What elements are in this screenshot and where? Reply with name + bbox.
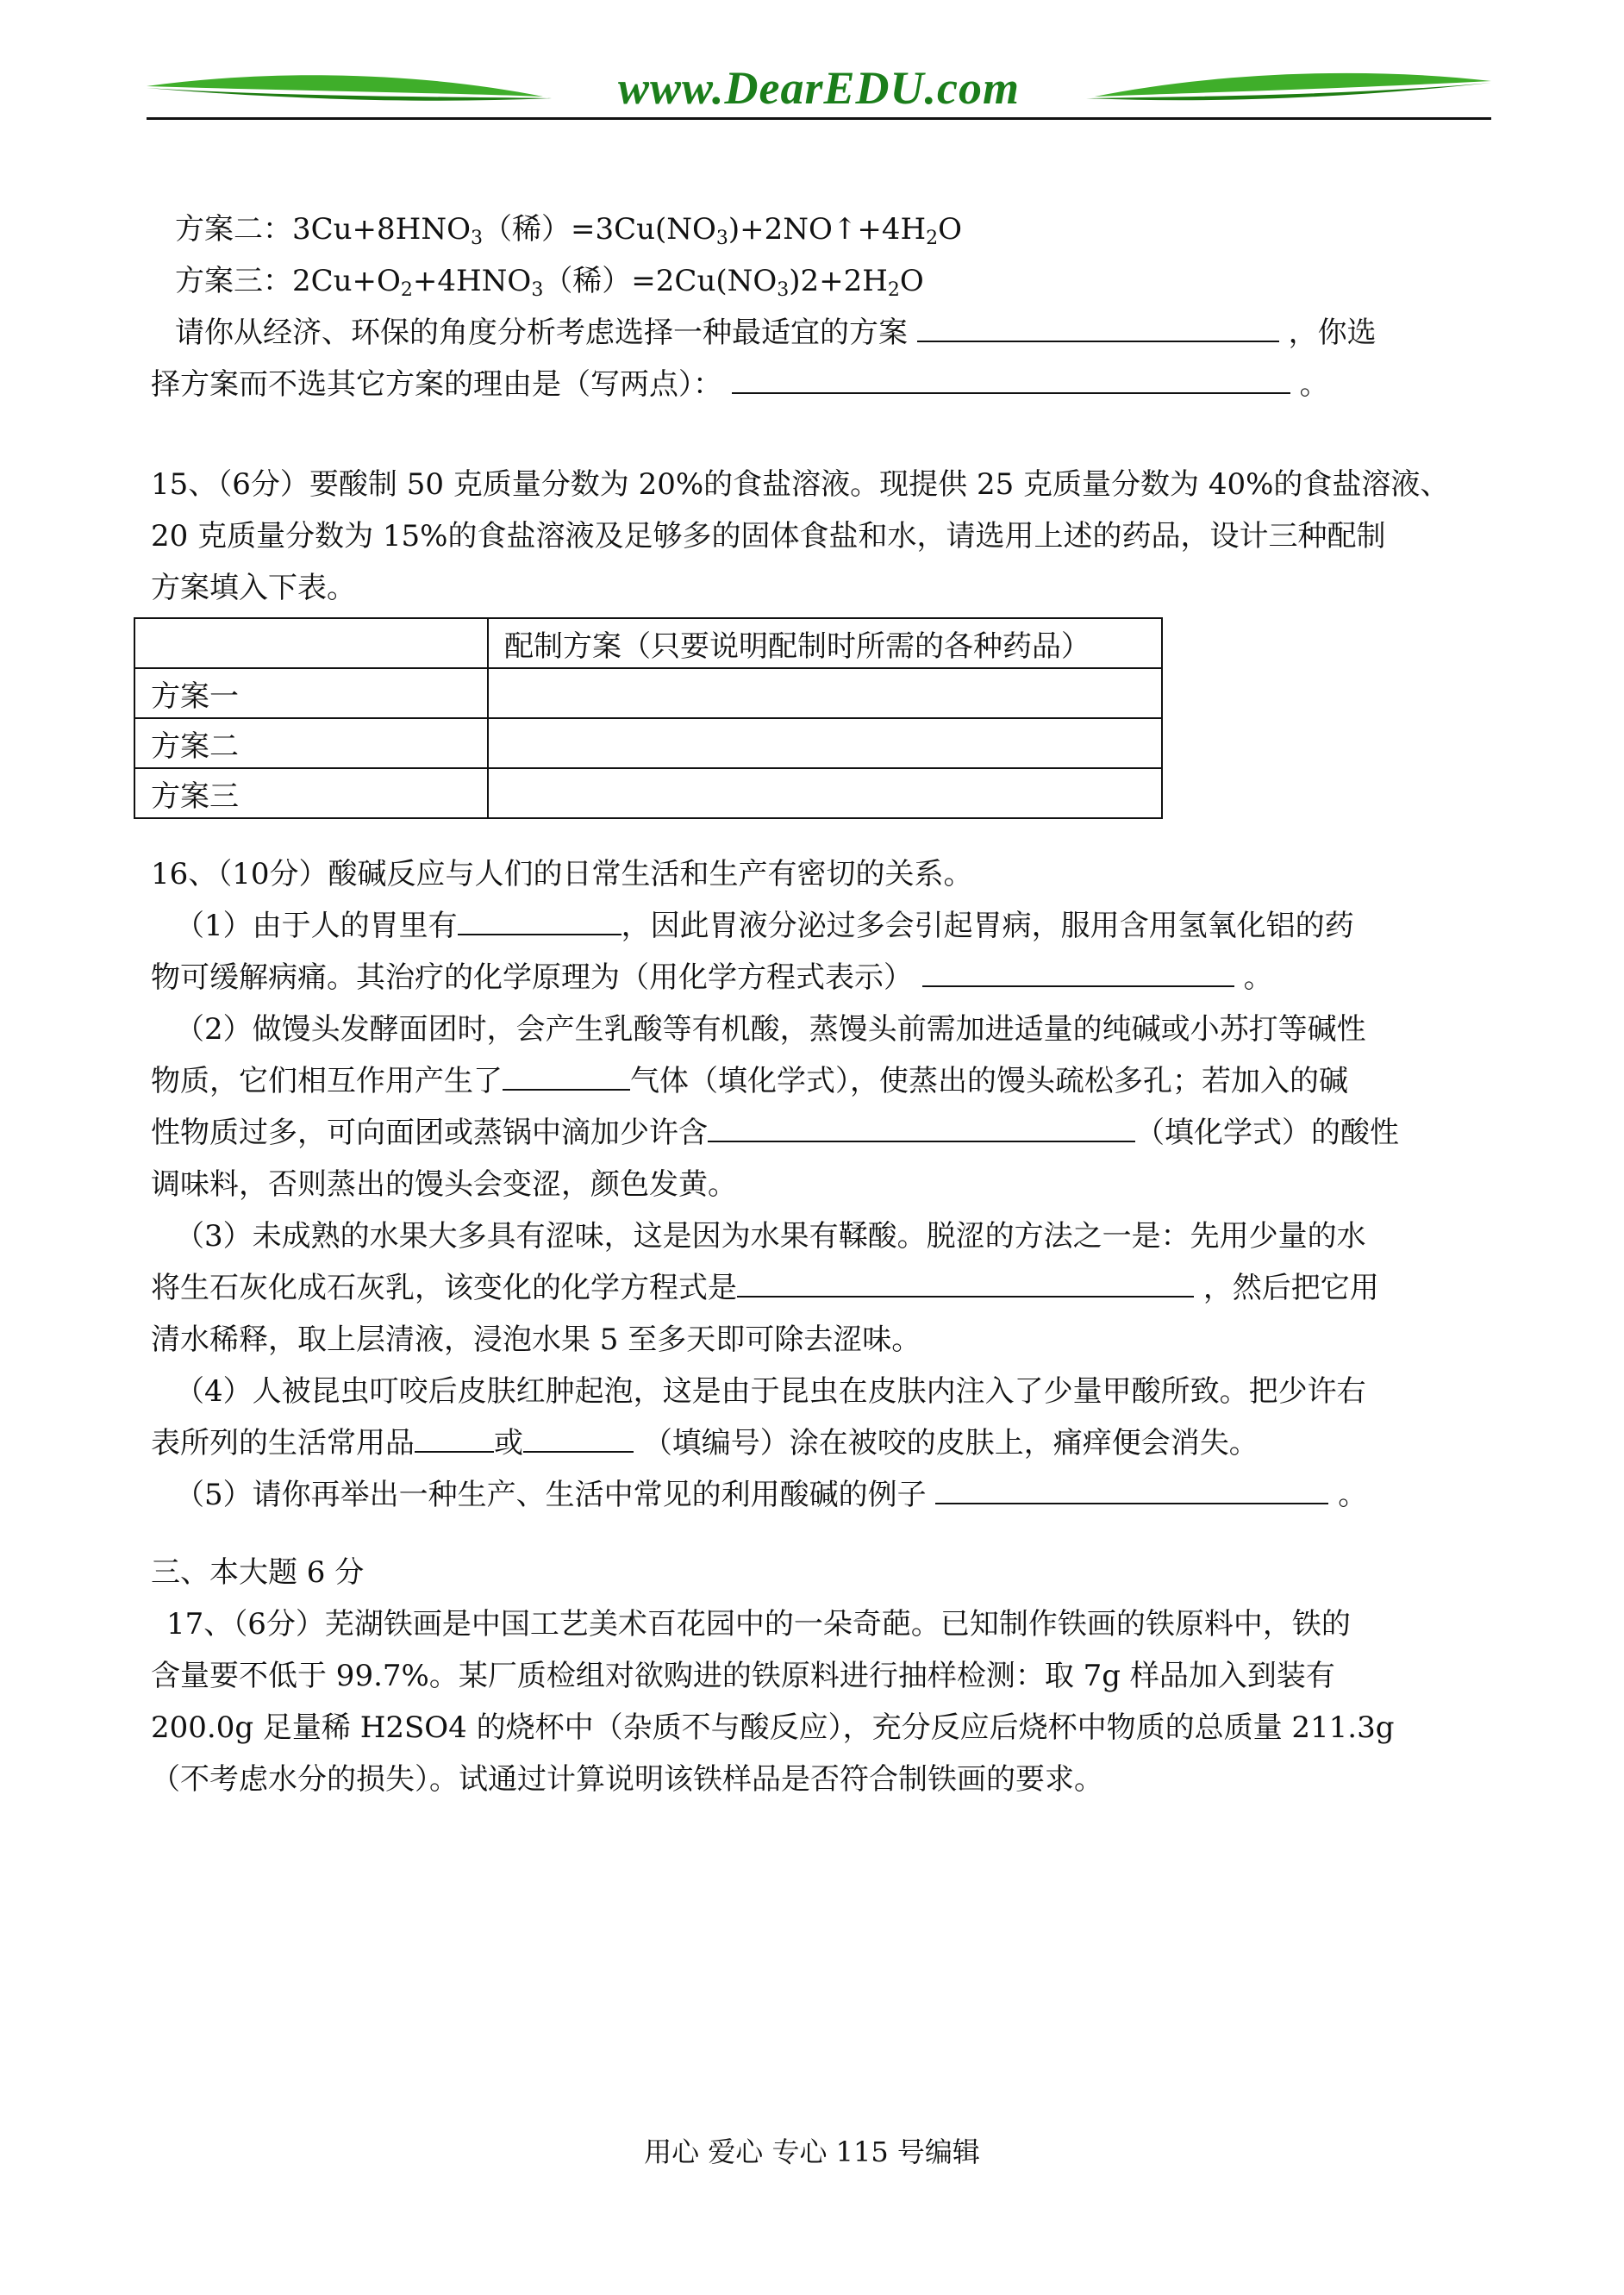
table-header-empty [134, 618, 488, 668]
table-row [134, 768, 1162, 818]
q15-line-1: 15、（6分）要酸制 50 克质量分数为 20%的食盐溶液。现提供 25 克质量分数为 40%的食盐溶液、 [151, 467, 1450, 502]
document-body [151, 203, 1496, 1805]
section-three-heading: 三、本大题 6 分 [151, 1555, 365, 1590]
q16-part2-line1: （2）做馒头发酵面团时，会产生乳酸等有机酸，蒸馒头前需加进适量的纯碱或小苏打等碱性 [175, 1012, 1366, 1047]
answer-blank[interactable] [708, 1111, 1135, 1142]
table-row-label: 方案一 [134, 668, 488, 718]
q16-part1-line2: 物可缓解病痛。其治疗的化学原理为（用化学方程式表示） 。 [151, 952, 1496, 1004]
answer-blank[interactable] [737, 1266, 1194, 1298]
plan-three-equation: 方案三：$2Cu+O_2+4HNO_3$（稀）$=2Cu(NO_3)2+2H_2O$ [175, 264, 924, 301]
answer-blank[interactable] [917, 311, 1279, 342]
q14-line-1: 请你从经济、环保的角度分析考虑选择一种最适宜的方案 ，你选 [151, 307, 1496, 359]
table-answer-cell[interactable] [488, 668, 1162, 718]
answer-blank[interactable] [523, 1422, 634, 1453]
table-answer-cell[interactable] [488, 718, 1162, 768]
q16-part3-line3: 清水稀释，取上层清液，浸泡水果 5 至多天即可除去涩味。 [151, 1323, 921, 1357]
q17-line-1: 17、（6分）芜湖铁画是中国工艺美术百花园中的一朵奇葩。已知制作铁画的铁原料中，铁的 [166, 1607, 1351, 1642]
answer-blank[interactable] [415, 1422, 494, 1453]
table-row-label: 方案二 [134, 718, 488, 768]
q16-part5: （5）请你再举出一种生产、生活中常见的利用酸碱的例子 。 [151, 1469, 1496, 1521]
answer-blank[interactable] [732, 363, 1290, 394]
q16-part3-line2: 将生石灰化成石灰乳，该变化的化学方程式是 ，然后把它用 [151, 1262, 1496, 1314]
table-header-row [134, 618, 1162, 668]
q16-part3-line1: （3）未成熟的水果大多具有涩味，这是因为水果有鞣酸。脱涩的方法之一是：先用少量的水 [175, 1219, 1366, 1254]
answer-blank[interactable] [922, 956, 1234, 987]
site-logo-text: www.DearEDU.com [617, 62, 1020, 114]
q16-part2-line3: 性物质过多，可向面团或蒸锅中滴加少许含 （填化学式）的酸性 [151, 1107, 1496, 1159]
answer-blank[interactable] [935, 1473, 1328, 1504]
q14-line-2: 择方案而不选其它方案的理由是（写两点）： 。 [151, 359, 1496, 410]
q16-part1-line1: （1）由于人的胃里有 ，因此胃液分泌过多会引起胃病，服用含用氢氧化铝的药 [151, 900, 1496, 952]
plan-two-equation: 方案二：$3Cu+8HNO_3$（稀）$=3Cu(NO_3)+2NO↑+4H_2O$ [175, 212, 963, 249]
page-footer: 用心 爱心 专心 115 号编辑 [644, 2136, 980, 2168]
answer-blank[interactable] [458, 904, 621, 935]
table-header-cell: 配制方案（只要说明配制时所需的各种药品） [488, 618, 1162, 668]
q17-line-3: 200.0g 足量稀 H2SO4 的烧杯中（杂质不与酸反应），充分反应后烧杯中物质的总质量 211.3g [151, 1710, 1395, 1745]
table-answer-cell[interactable] [488, 768, 1162, 818]
q15-line-3: 方案填入下表。 [151, 571, 356, 605]
q15-line-2: 20 克质量分数为 15%的食盐溶液及足够多的固体食盐和水，请选用上述的药品，设计三种配制 [151, 519, 1386, 553]
header-rule [147, 117, 1491, 120]
q16-title: 16、（10分）酸碱反应与人们的日常生活和生产有密切的关系。 [151, 857, 973, 891]
page-header [147, 62, 1491, 124]
q17-line-2: 含量要不低于 99.7%。某厂质检组对欲购进的铁原料进行抽样检测：取 7g 样品加入到装有 [151, 1659, 1335, 1693]
q16-part4-line2: 表所列的生活常用品 或 （填编号）涂在被咬的皮肤上，痛痒便会消失。 [151, 1417, 1496, 1469]
plan-table [134, 617, 1163, 819]
q16-part4-line1: （4）人被昆虫叮咬后皮肤红肿起泡，这是由于昆虫在皮肤内注入了少量甲酸所致。把少许右 [175, 1374, 1366, 1409]
q17-line-4: （不考虑水分的损失）。试通过计算说明该铁样品是否符合制铁画的要求。 [151, 1762, 1103, 1797]
q16-part2-line4: 调味料，否则蒸出的馒头会变涩，颜色发黄。 [151, 1167, 737, 1202]
q16-part2-line2: 物质，它们相互作用产生了 气体（填化学式），使蒸出的馒头疏松多孔；若加入的碱 [151, 1055, 1496, 1107]
table-row [134, 668, 1162, 718]
table-row-label: 方案三 [134, 768, 488, 818]
table-row [134, 718, 1162, 768]
answer-blank[interactable] [503, 1060, 630, 1091]
